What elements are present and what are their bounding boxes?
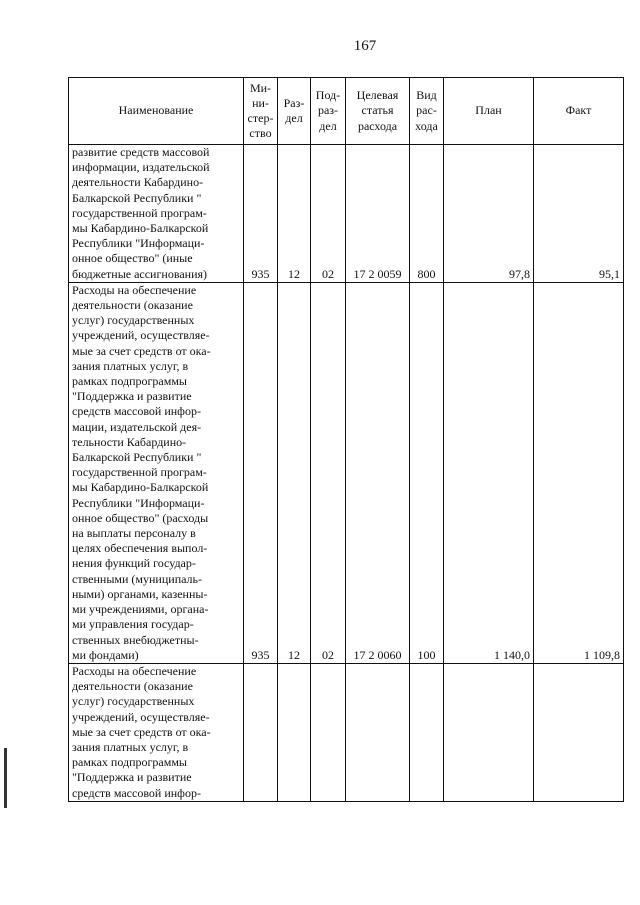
row-ministry <box>244 663 278 801</box>
header-section: Раз- дел <box>278 78 311 145</box>
header-subsection: Под- раз- дел <box>311 78 346 145</box>
header-name: Наименование <box>69 78 244 145</box>
table-row <box>69 145 624 283</box>
row-plan: 97,8 <box>444 145 534 283</box>
row-plan <box>444 663 534 801</box>
row-subsection: 02 <box>311 282 346 663</box>
table-header-row <box>69 78 624 145</box>
row-target-article: 17 2 0059 <box>346 145 410 283</box>
row-target-article <box>346 663 410 801</box>
page-number: 167 <box>353 38 377 54</box>
row-ministry: 935 <box>244 145 278 283</box>
row-section: 12 <box>278 145 311 283</box>
row-name: Расходы на обеспечение деятельности (оказание услуг) государственных учреждений, осуществляе- мые за счет средств от ока- зания платных услуг, в рамках подпрограммы "Поддержка и развитие средств массовой инфор- <box>69 663 244 801</box>
header-expense-type: Вид рас- хода <box>410 78 444 145</box>
row-section <box>278 663 311 801</box>
header-plan: План <box>444 78 534 145</box>
row-expense-type: 100 <box>410 282 444 663</box>
row-ministry: 935 <box>244 282 278 663</box>
row-fact <box>534 663 624 801</box>
header-target-article: Целевая статья расхода <box>346 78 410 145</box>
row-fact: 95,1 <box>534 145 624 283</box>
row-subsection: 02 <box>311 145 346 283</box>
row-section: 12 <box>278 282 311 663</box>
budget-table <box>68 77 624 802</box>
table-row <box>69 282 624 663</box>
row-name: развитие средств массовой информации, издательской деятельности Кабардино- Балкарской Республики " государственной програм- мы Кабардино-Балкарской Республики "Информаци- онное общество" (иные бюджетные ассигнования) <box>69 145 244 283</box>
row-expense-type <box>410 663 444 801</box>
row-fact: 1 109,8 <box>534 282 624 663</box>
header-fact: Факт <box>534 78 624 145</box>
row-name: Расходы на обеспечение деятельности (оказание услуг) государственных учреждений, осуществляе- мые за счет средств от ока- зания платных услуг, в рамках подпрограммы "Поддержка и развитие средств массовой инфор- мации, издательской дея- тельности Кабардино- Балкарской Республики " государственной програм- мы Кабардино-Балкарской Республики "Информаци- онное общество" (расходы на выплаты персоналу в целях обеспечения выпол- нения функций государ- ственными (муниципаль- ными) органами, казенны- ми учреждениями, органа- ми управления государ- ственных внебюджетны- ми фондами) <box>69 282 244 663</box>
row-subsection <box>311 663 346 801</box>
row-expense-type: 800 <box>410 145 444 283</box>
table-row <box>69 663 624 801</box>
margin-mark <box>4 748 7 808</box>
header-ministry: Ми- ни- стер- ство <box>244 78 278 145</box>
row-target-article: 17 2 0060 <box>346 282 410 663</box>
row-plan: 1 140,0 <box>444 282 534 663</box>
